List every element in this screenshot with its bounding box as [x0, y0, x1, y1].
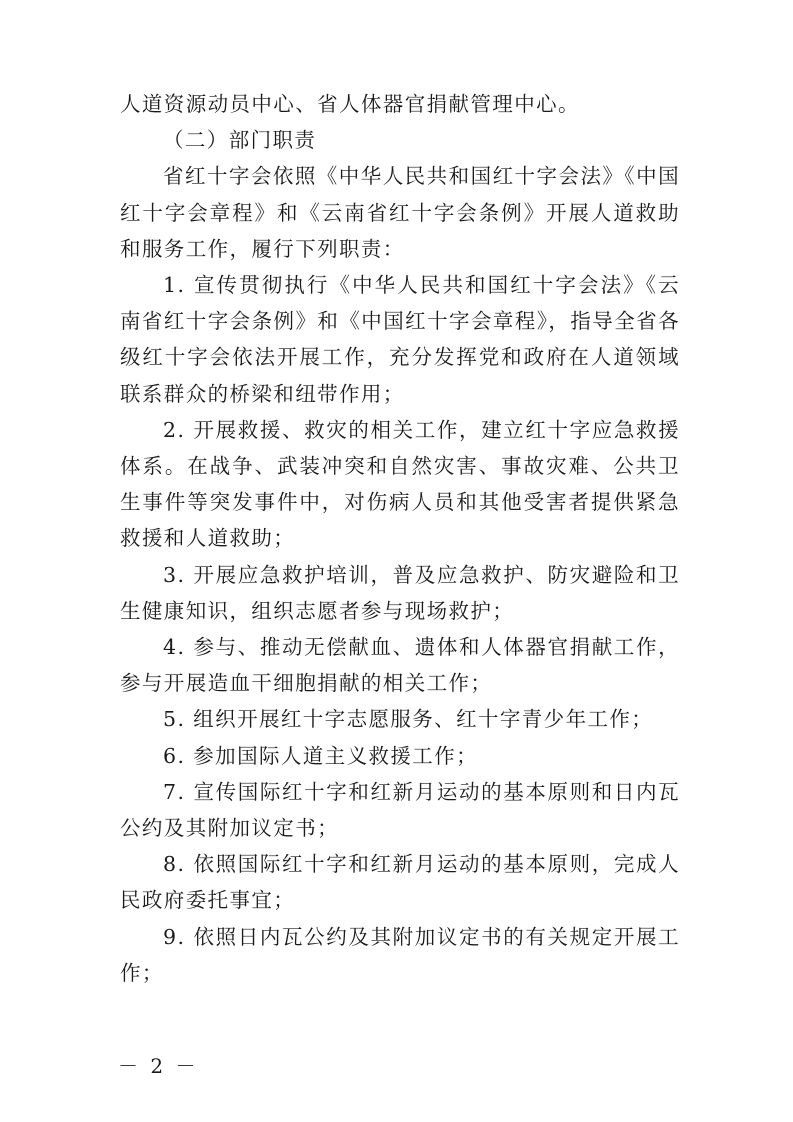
duty-item-7: 7. 宣传国际红十字和红新月运动的基本原则和日内瓦公约及其附加议定书； [120, 779, 680, 841]
duty-item-3: 3. 开展应急救护培训，普及应急救护、防灾避险和卫生健康知识，组织志愿者参与现场救护； [120, 562, 680, 623]
duty-item-2: 2. 开展救援、救灾的相关工作，建立红十字应急救援体系。在战争、武装冲突和自然灾害、事故灾难、公共卫生事件等突发事件中，对伤病人员和其他受害者提供紧急救援和人道救助； [120, 417, 680, 551]
duty-item-4: 4. 参与、推动无偿献血、遗体和人体器官捐献工作，参与开展造血干细胞捐献的相关工作； [120, 635, 680, 696]
duty-item-8: 8. 依照国际红十字和红新月运动的基本原则，完成人民政府委托事宜； [120, 852, 680, 913]
section-heading: （二）部门职责 [163, 128, 317, 153]
page-number: － 2 － [118, 1054, 199, 1078]
duty-item-9: 9. 依照日内瓦公约及其附加议定书的有关规定开展工作； [120, 924, 680, 985]
paragraph-intro: 省红十字会依照《中华人民共和国红十字会法》《中国红十字会章程》和《云南省红十字会条例》开展人道救助和服务工作，履行下列职责： [120, 164, 680, 261]
duty-item-1: 1. 宣传贯彻执行《中华人民共和国红十字会法》《云南省红十字会条例》和《中国红十字会章程》，指导全省各级红十字会依法开展工作，充分发挥党和政府在人道领域联系群众的桥梁和纽带作用； [120, 273, 680, 406]
document-body [120, 86, 680, 991]
duty-item-5: 5. 组织开展红十字志愿服务、红十字青少年工作； [163, 707, 654, 732]
duty-item-6: 6. 参加国际人道主义救援工作； [163, 743, 478, 768]
paragraph-continuation: 人道资源动员中心、省人体器官捐献管理中心。 [120, 92, 580, 116]
